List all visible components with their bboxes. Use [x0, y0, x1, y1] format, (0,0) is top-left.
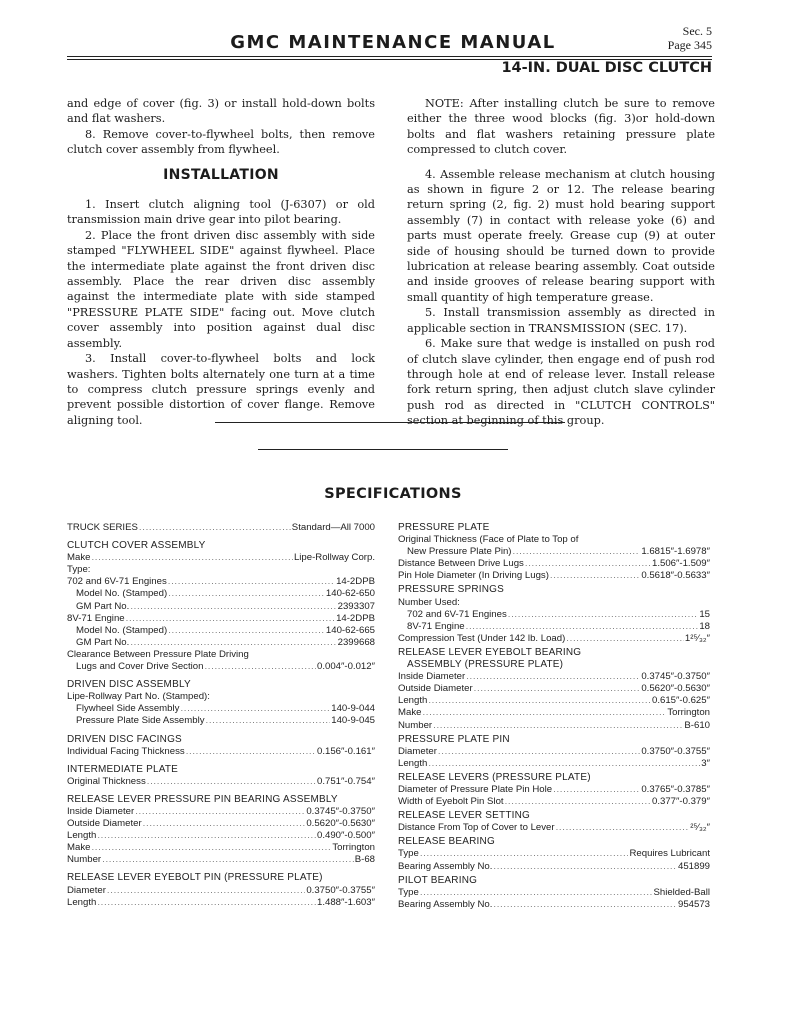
spec-label: Pin Hole Diameter (In Driving Lugs)	[398, 570, 549, 582]
specifications-heading: SPECIFICATIONS	[324, 486, 462, 502]
left-text-column	[67, 96, 375, 428]
leader-dots	[428, 695, 651, 707]
leader-dots	[556, 822, 690, 834]
spec-label: TRUCK SERIES	[67, 522, 138, 533]
spec-value: 0.5618″-0.5633″	[641, 570, 710, 582]
spec-label: 8V-71 Engine	[67, 612, 125, 624]
installation-heading: INSTALLATION	[163, 166, 279, 183]
spec-row	[67, 830, 375, 842]
leader-dots	[428, 758, 700, 770]
leader-dots	[420, 887, 653, 899]
leader-dots	[139, 522, 291, 534]
leader-dots	[107, 885, 305, 897]
spec-value: 14-2DPB	[336, 576, 375, 588]
spec-label: Individual Facing Thickness	[67, 745, 185, 757]
leader-dots	[433, 720, 683, 732]
leader-dots	[474, 683, 641, 695]
spec-label: Make	[67, 552, 91, 564]
spec-value: 0.3750″-0.3755″	[641, 745, 710, 757]
spec-label: Make	[398, 707, 422, 719]
spec-label: Lipe-Rollway Part No. (Stamped):	[67, 691, 210, 703]
leader-dots	[508, 609, 699, 621]
spec-label: Model No. (Stamped)	[76, 624, 168, 636]
spec-value: 1.488″-1.603″	[316, 896, 375, 908]
leader-dots	[97, 830, 316, 842]
spec-value: 1.6815″-1.6978″	[641, 546, 710, 558]
spec-row	[398, 546, 710, 558]
spec-label: Length	[398, 757, 428, 769]
spec-value: 0.615″-0.625″	[651, 695, 710, 707]
leader-dots	[180, 703, 330, 715]
spec-label: Flywheel Side Assembly	[76, 703, 180, 715]
spec-row	[67, 661, 375, 673]
spec-row	[398, 683, 710, 695]
paragraph: 2. Place the front driven disc assembly with side stamped "FLYWHEEL SIDE" against flywheel. Place the intermediate plate against the front driven disc assembly. Place the rear driven disc assembly against the intermediate plate with side stamped "PRESSURE PLATE SIDE" facing out. Move clutch cover assembly into position against dual disc assembly.	[67, 228, 375, 350]
spec-row	[67, 746, 375, 758]
leader-dots	[466, 671, 640, 683]
leader-dots	[126, 613, 335, 625]
spec-value: 2393307	[337, 600, 375, 612]
spec-label: Bearing Assembly No.	[398, 898, 493, 910]
paragraph: 4. Assemble release mechanism at clutch housing as shown in figure 2 or 12. The release bearing return spring (2, fig. 2) must hold bearing support assembly (7) in contact with release yoke (6) and parts must operate freely. Grease cup (9) at outer side of housing should be turned down to provide lubrication at release bearing assembly. Coat outside and inside grooves of release bearing support with small quantity of high temperature grease.	[407, 167, 715, 304]
spec-label: Length	[398, 695, 428, 707]
spec-value: B-610	[684, 719, 710, 731]
spec-group-heading: RELEASE LEVERS (PRESSURE PLATE)	[398, 771, 591, 783]
leader-dots	[513, 546, 641, 558]
spec-value: 2399668	[337, 636, 375, 648]
leader-dots	[147, 776, 316, 788]
spec-value: 0.3750″-0.3755″	[306, 884, 375, 896]
spec-row	[67, 818, 375, 830]
section-divider-short	[258, 449, 508, 450]
spec-label: New Pressure Plate Pin)	[407, 546, 512, 558]
leader-dots	[168, 588, 325, 600]
leader-dots	[204, 661, 316, 673]
header-rule	[67, 56, 712, 57]
leader-dots	[206, 715, 331, 727]
spec-label: 702 and 6V-71 Engines	[407, 608, 507, 620]
spec-row	[398, 720, 710, 732]
spec-value: 0.377″-0.379″	[651, 796, 710, 808]
spec-value: Torrington	[667, 707, 710, 719]
spec-value: 140-9-044	[331, 703, 375, 715]
spec-label: GM Part No.	[76, 600, 130, 612]
spec-group-heading: DRIVEN DISC ASSEMBLY	[67, 679, 191, 691]
spec-label: Number Used:	[398, 596, 460, 608]
spec-row	[67, 806, 375, 818]
spec-row	[398, 558, 710, 570]
spec-group-heading: RELEASE LEVER EYEBOLT PIN (PRESSURE PLATE)	[67, 872, 323, 884]
spec-row	[398, 633, 710, 645]
paragraph: 8. Remove cover-to-flywheel bolts, then remove clutch cover assembly from flywheel.	[67, 127, 375, 157]
spec-label: Outside Diameter	[67, 818, 142, 830]
section-divider	[215, 422, 565, 423]
spec-label: Distance From Top of Cover to Lever	[398, 822, 555, 834]
spec-row	[398, 758, 710, 770]
leader-dots	[186, 746, 316, 758]
spec-value: 3″	[701, 757, 710, 769]
paragraph: 5. Install transmission assembly as directed in applicable section in TRANSMISSION (SEC. 17).	[407, 306, 715, 335]
leader-dots	[97, 897, 316, 909]
leader-dots	[566, 633, 684, 645]
spec-row	[67, 552, 375, 564]
spec-label: Diameter	[67, 884, 106, 896]
spec-group-heading: DRIVEN DISC FACINGS	[67, 733, 182, 745]
spec-row	[67, 576, 375, 588]
spec-value: Requires Lubricant	[629, 848, 710, 860]
spec-value: Lipe-Rollway Corp.	[293, 552, 375, 564]
spec-row	[67, 897, 375, 909]
spec-label: 8V-71 Engine	[407, 620, 465, 632]
spec-label: Lugs and Cover Drive Section	[76, 661, 204, 673]
spec-row	[67, 613, 375, 625]
spec-row	[67, 601, 375, 613]
spec-group-heading: PRESSURE PLATE PIN	[398, 733, 510, 745]
page-number: Page 345	[667, 38, 712, 52]
spec-value: Shielded-Ball	[653, 886, 710, 898]
spec-row	[67, 625, 375, 637]
spec-group-heading: RELEASE LEVER SETTING	[398, 810, 531, 822]
spec-value: 1.506″-1.509″	[651, 558, 710, 570]
spec-row	[67, 522, 375, 534]
leader-dots	[466, 621, 699, 633]
spec-row	[67, 703, 375, 715]
spec-group-heading: PRESSURE SPRINGS	[398, 584, 505, 596]
spec-row	[398, 899, 710, 911]
spec-value: 15	[699, 608, 710, 620]
spec-label: Clearance Between Pressure Plate Driving	[67, 648, 249, 660]
spec-value: 0.3745″-0.3750″	[641, 671, 710, 683]
spec-value: 14-2DPB	[336, 612, 375, 624]
spec-value: 954573	[677, 898, 710, 910]
spec-label: Number	[398, 719, 433, 731]
spec-row	[67, 588, 375, 600]
spec-label: Number	[67, 854, 102, 866]
chapter-subtitle: 14-IN. DUAL DISC CLUTCH	[501, 60, 712, 76]
paragraph: and edge of cover (fig. 3) or install hold-down bolts and flat washers.	[67, 97, 375, 126]
spec-label: Make	[67, 842, 91, 854]
leader-dots	[422, 707, 666, 719]
spec-row	[398, 822, 710, 834]
spec-label: Length	[67, 896, 97, 908]
spec-label: Original Thickness	[67, 775, 146, 787]
note-paragraph: NOTE: After installing clutch be sure to remove either the three wood blocks (fig. 3)or hold-down bolts and flat washers retaining pressure plate compressed to clutch cover.	[407, 97, 715, 157]
spec-label: Compression Test (Under 142 lb. Load)	[398, 632, 566, 644]
leader-dots	[420, 848, 629, 860]
spec-value: 0.156″-0.161″	[316, 745, 375, 757]
spec-value: 0.004″-0.012″	[316, 661, 375, 673]
paragraph: 1. Insert clutch aligning tool (J-6307) or old transmission main drive gear into pilot bearing.	[67, 198, 375, 227]
spec-value: 18	[699, 620, 710, 632]
leader-dots	[553, 784, 640, 796]
leader-dots	[550, 570, 640, 582]
spec-label: Width of Eyebolt Pin Slot	[398, 796, 504, 808]
spec-label: Inside Diameter	[67, 805, 135, 817]
spec-label: Type	[398, 848, 419, 860]
paragraph: 3. Install cover-to-flywheel bolts and lock washers. Tighten bolts alternately one turn at a time to compress clutch pressure springs evenly and prevent possible distortion of cover flange. Remove aligning tool.	[67, 352, 375, 427]
spec-row	[398, 796, 710, 808]
spec-label: Type	[398, 886, 419, 898]
spec-label: Distance Between Drive Lugs	[398, 558, 524, 570]
spec-label: Length	[67, 830, 97, 842]
spec-row	[398, 861, 710, 873]
spec-value: 0.5620″-0.5630″	[641, 683, 710, 695]
spec-row	[67, 842, 375, 854]
spec-group-heading: ASSEMBLY (PRESSURE PLATE)	[407, 659, 564, 671]
spec-value: 0.3745″-0.3750″	[306, 805, 375, 817]
spec-value: 0.751″-0.754″	[316, 775, 375, 787]
spec-row	[398, 848, 710, 860]
spec-row	[67, 715, 375, 727]
right-text-column	[407, 96, 715, 429]
leader-dots	[91, 552, 292, 564]
spec-value: 0.5620″-0.5630″	[306, 818, 375, 830]
paragraph: 6. Make sure that wedge is installed on push rod of clutch slave cylinder, then engage end of push rod through hole at end of release lever. Install release fork return spring, then adjust clutch slave cylinder push rod as directed in "CLUTCH CONTROLS" section at beginning of this group.	[407, 337, 715, 428]
spec-group-heading: PILOT BEARING	[398, 874, 478, 886]
leader-dots	[168, 576, 335, 588]
spec-row	[398, 887, 710, 899]
spec-value: 451899	[677, 860, 710, 872]
section-page-block	[650, 24, 712, 52]
spec-row	[67, 637, 375, 649]
leader-dots	[130, 637, 336, 649]
spec-row	[67, 885, 375, 897]
leader-dots	[130, 601, 336, 613]
section-number: Sec. 5	[682, 24, 712, 38]
spec-value: ²⁵⁄₃₂″	[690, 822, 710, 834]
spec-value: 0.490″-0.500″	[316, 830, 375, 842]
spec-value: Standard—All 7000	[291, 522, 375, 533]
spec-group-heading: RELEASE LEVER EYEBOLT BEARING	[398, 646, 582, 658]
leader-dots	[505, 796, 651, 808]
spec-row	[398, 707, 710, 719]
spec-group-heading: PRESSURE PLATE	[398, 522, 490, 533]
spec-value: 1²⁵⁄₃₂″	[684, 632, 710, 644]
spec-label: Type:	[67, 564, 91, 576]
spec-value: 140-62-665	[325, 624, 375, 636]
spec-label: Inside Diameter	[398, 671, 466, 683]
spec-row	[67, 854, 375, 866]
spec-value: 0.3765″-0.3785″	[641, 783, 710, 795]
spec-group-heading: RELEASE BEARING	[398, 836, 495, 848]
leader-dots	[102, 854, 354, 866]
spec-row	[398, 784, 710, 796]
spec-label: Diameter of Pressure Plate Pin Hole	[398, 783, 553, 795]
specs-right-column	[398, 522, 710, 911]
spec-row	[398, 671, 710, 683]
manual-title: GMC MAINTENANCE MANUAL	[230, 32, 556, 53]
spec-row	[67, 776, 375, 788]
leader-dots	[438, 746, 640, 758]
leader-dots	[525, 558, 651, 570]
spec-value: 140-9-045	[331, 715, 375, 727]
leader-dots	[91, 842, 331, 854]
spec-label: Diameter	[398, 745, 437, 757]
spec-label: Original Thickness (Face of Plate to Top of	[398, 534, 579, 546]
spec-value: 140-62-650	[325, 588, 375, 600]
spec-label: Model No. (Stamped)	[76, 588, 168, 600]
spec-label: Bearing Assembly No.	[398, 860, 493, 872]
spec-value: Torrington	[332, 842, 375, 854]
leader-dots	[168, 625, 325, 637]
spec-row	[398, 621, 710, 633]
leader-dots	[135, 806, 305, 818]
spec-label: Pressure Plate Side Assembly	[76, 715, 205, 727]
spec-group-heading: RELEASE LEVER PRESSURE PIN BEARING ASSEMBLY	[67, 793, 338, 805]
spec-group-heading: CLUTCH COVER ASSEMBLY	[67, 540, 206, 552]
spec-label: Outside Diameter	[398, 683, 473, 695]
spec-row	[398, 746, 710, 758]
spec-row	[398, 695, 710, 707]
specs-left-column	[67, 522, 375, 909]
spec-label: GM Part No.	[76, 636, 130, 648]
leader-dots	[143, 818, 306, 830]
spec-group-heading: INTERMEDIATE PLATE	[67, 763, 179, 775]
spec-label: 702 and 6V-71 Engines	[67, 576, 167, 588]
leader-dots	[493, 899, 677, 911]
leader-dots	[493, 861, 677, 873]
spec-row	[398, 609, 710, 621]
spacer	[407, 158, 715, 167]
spec-row	[398, 570, 710, 582]
spec-value: B-68	[354, 854, 375, 866]
